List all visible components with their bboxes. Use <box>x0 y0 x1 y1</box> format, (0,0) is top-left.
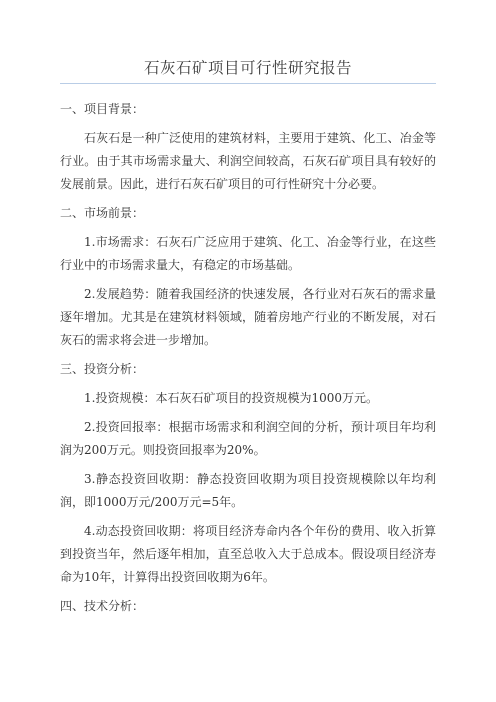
paragraph: 4.动态投资回收期：将项目经济寿命内各个年份的费用、收入折算到投资当年，然后逐年相加，直至总收入大于总成本。假设项目经济寿命为10年，计算得出投资回收期为6年。 <box>60 524 436 584</box>
section-heading: 一、项目背景： <box>60 102 145 116</box>
paragraph: 2.发展趋势：随着我国经济的快速发展，各行业对石灰石的需求量逐年增加。尤其是在建筑材料领域，随着房地产行业的不断发展，对石灰石的需求将会进一步增加。 <box>60 287 436 347</box>
paragraph: 3.静态投资回收期：静态投资回收期为项目投资规模除以年均利润，即1000万元/200万元=5年。 <box>60 472 436 509</box>
document-body <box>60 92 436 624</box>
paragraph: 1.市场需求：石灰石广泛应用于建筑、化工、冶金等行业，在这些行业中的市场需求量大，有稳定的市场基础。 <box>60 235 436 272</box>
section-heading: 三、投资分析： <box>60 362 145 376</box>
section-heading: 四、技术分析： <box>60 599 145 613</box>
paragraph: 1.投资规模：本石灰石矿项目的投资规模为1000万元。 <box>84 391 378 405</box>
paragraph: 石灰石是一种广泛使用的建筑材料，主要用于建筑、化工、冶金等行业。由于其市场需求量大、利润空间较高，石灰石矿项目具有较好的发展前景。因此，进行石灰石矿项目的可行性研究十分必要。 <box>60 131 436 191</box>
section-investment-analysis <box>60 358 436 589</box>
section-project-background <box>60 98 436 196</box>
title-divider <box>60 83 436 84</box>
section-market-outlook <box>60 202 436 352</box>
paragraph: 2.投资回报率：根据市场需求和利润空间的分析，预计项目年均利润为200万元。则投资回报率为20%。 <box>60 420 436 457</box>
section-heading: 二、市场前景： <box>60 206 145 220</box>
section-technical-analysis <box>60 595 436 618</box>
document-title: 石灰石矿项目可行性研究报告 <box>143 59 352 77</box>
